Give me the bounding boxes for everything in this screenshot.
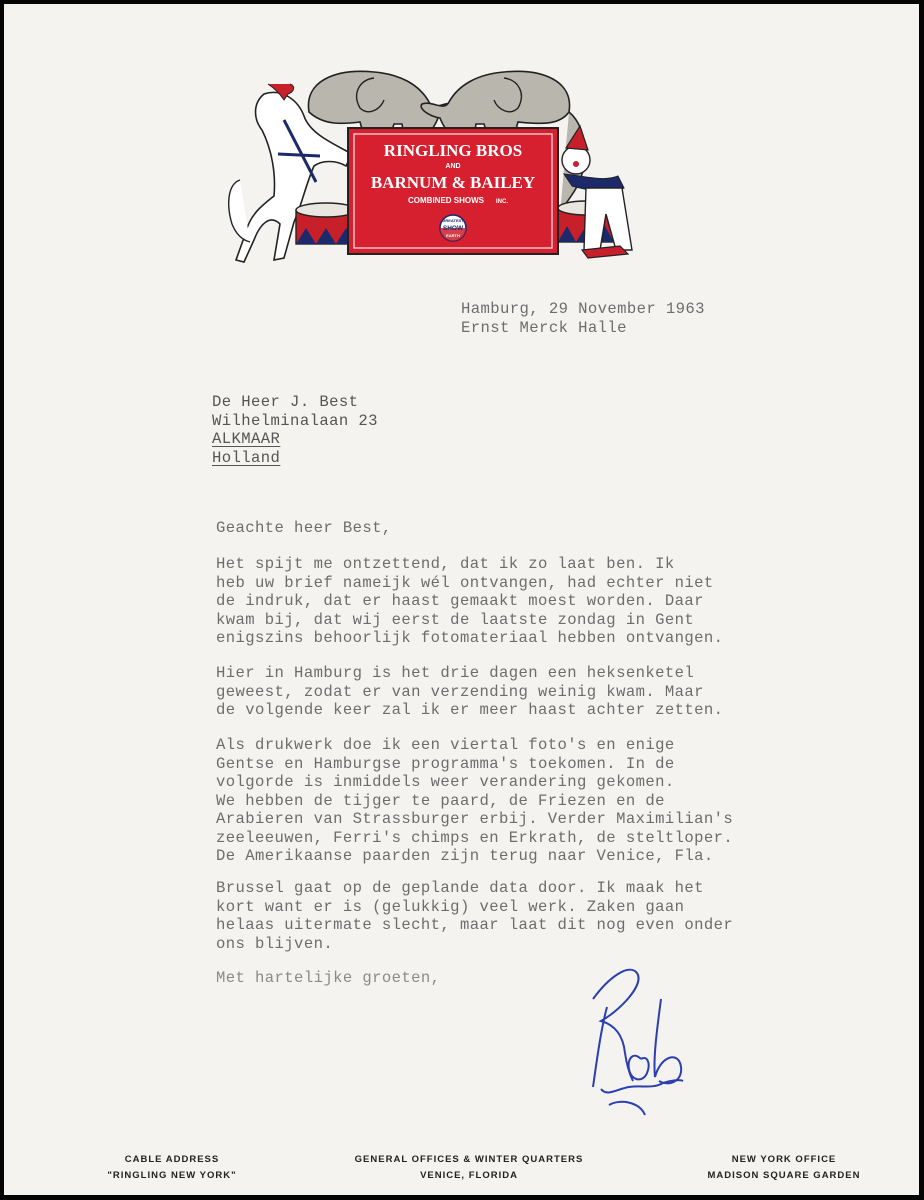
footer-new-york-office [694,1152,874,1184]
paragraph-3 [216,736,733,866]
footer-line: CABLE ADDRESS [124,1154,220,1165]
footer-line: GENERAL OFFICES & WINTER QUARTERS [354,1154,584,1165]
badge-top: GREATEST [442,218,464,223]
paragraph-line: Brussel gaat op de geplande data door. Ik maak het [216,879,704,897]
paragraph-line: de volgende keer zal ik er meer haast achter zetten. [216,701,724,719]
badge-bottom: EARTH [446,233,460,238]
paragraph-line: Als drukwerk doe ik een viertal foto's en enige [216,736,675,754]
paragraph-1 [216,555,723,648]
letterhead-line4: COMBINED SHOWS [408,196,484,205]
venue-line: Ernst Merck Halle [461,318,627,337]
circus-letterhead-logo [224,64,654,276]
paragraph-line: Het spijt me ontzettend, dat ik zo laat ben. Ik [216,555,675,573]
paragraph-line: De Amerikaanse paarden zijn terug naar Venice, Fla. [216,847,714,865]
paragraph-line: We hebben de tijger te paard, de Friezen en de [216,791,665,810]
letterhead-line1: RINGLING BROS [383,141,523,160]
recipient-street: Wilhelminalaan 23 [212,411,378,430]
letterhead-line4-suffix: INC. [496,199,508,205]
paragraph-line: de indruk, dat er haast gemaakt moest worden. Daar [216,592,704,610]
footer-cable-address [82,1152,262,1184]
recipient-name: De Heer J. Best [212,393,359,411]
letterhead-line3: BARNUM & BAILEY [370,173,536,192]
paragraph-line: helaas uitermate slecht, maar laat dit nog even onder [216,916,734,934]
date-block [461,300,705,337]
paragraph-line: volgorde is inmiddels weer verandering gekomen. [216,773,675,791]
letterhead-line2: AND [445,163,461,170]
recipient-address [212,393,378,467]
paragraph-line: Hier in Hamburg is het drie dagen een heksenketel [216,664,695,682]
paragraph-line: heb uw brief nameijk wél ontvangen, had echter niet [216,573,714,592]
badge-mid: SHOW [442,225,464,232]
paragraph-2 [216,664,723,720]
date-line: Hamburg, 29 November 1963 [461,300,705,318]
footer-line: "RINGLING NEW YORK" [107,1170,237,1181]
paragraph-4 [216,879,733,953]
handwritten-signature [579,959,689,1124]
paragraph-line: geweest, zodat er van verzending weinig kwam. Maar [216,682,704,701]
closing: Met hartelijke groeten, [216,969,441,987]
paragraph-line: Gentse en Hamburgse programma's toekomen. In de [216,754,675,773]
paragraph-line: ons blijven. [216,934,334,953]
salutation: Geachte heer Best, [216,519,392,537]
paragraph-line: kwam bij, dat wij eerst de laatste zondag in Gent [216,610,695,629]
letterhead-illustration [224,64,654,276]
footer-general-offices [344,1152,594,1184]
footer-line: NEW YORK OFFICE [731,1154,837,1165]
footer-line: MADISON SQUARE GARDEN [707,1170,861,1181]
paragraph-line: enigszins behoorlijk fotomateriaal hebben ontvangen. [216,629,724,647]
letter-sheet [4,4,919,1195]
recipient-city: ALKMAAR [212,430,281,448]
paragraph-line: Arabieren van Strassburger erbij. Verder Maximilian's [216,810,734,828]
recipient-country: Holland [212,448,281,467]
footer-line: VENICE, FLORIDA [420,1170,518,1181]
paragraph-line: kort want er is (gelukkig) veel werk. Zaken gaan [216,897,685,916]
paragraph-line: zeeleeuwen, Ferri's chimps en Erkrath, de steltloper. [216,828,734,847]
